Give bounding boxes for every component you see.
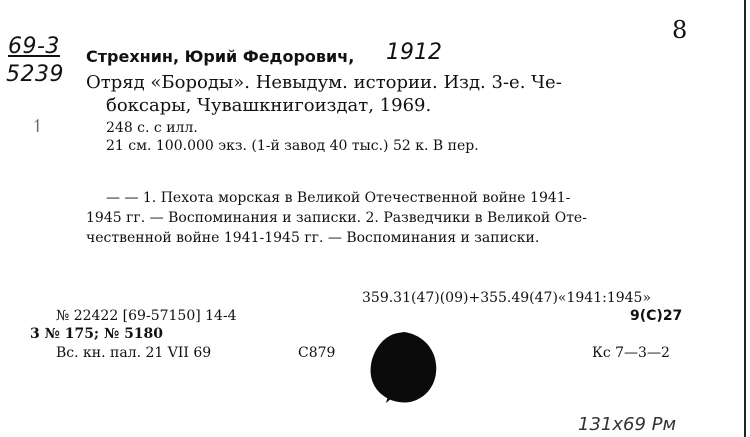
physical-description-2: 21 см. 100.000 экз. (1-й завод 40 тыс.) 52 к. В пер. [106, 138, 479, 154]
title-line-1: Отряд «Бороды». Невыдум. истории. Изд. 3-е. Че- [86, 72, 562, 93]
order-number: 3 № 175; № 5180 [30, 326, 164, 342]
handwritten-bottom-note: 131х69 Рм [578, 414, 677, 435]
kc-code: Кс 7—3—2 [592, 345, 670, 361]
registry-number: № 22422 [69-57150] 14-4 [56, 308, 237, 324]
author-year-handwritten: 1912 [386, 40, 442, 65]
class-code: 9(С)27 [630, 308, 683, 324]
subjects-line-3: чественной войне 1941-1945 гг. — Воспоминания и записки. [86, 230, 540, 246]
subjects-line-1: — — 1. Пехота морская в Великой Отечественной войне 1941- [106, 190, 571, 206]
c-code: С879 [298, 345, 336, 361]
left-margin-mark: ↿ [30, 116, 46, 137]
classification-index: 359.31(47)(09)+355.49(47)«1941:1945» [362, 290, 652, 306]
subjects-line-2: 1945 гг. — Воспоминания и записки. 2. Разведчики в Великой Оте- [86, 210, 587, 226]
card-edge-line [744, 0, 746, 437]
ink-blot-stamp [368, 330, 440, 404]
author-heading: Стрехнин, Юрий Федорович, [86, 47, 355, 66]
title-line-2: боксары, Чувашкнигоиздат, 1969. [106, 95, 432, 116]
call-number-bottom: 5239 [6, 62, 64, 87]
printed-date: Вс. кн. пал. 21 VII 69 [56, 345, 212, 361]
call-number-top: 69-3 [8, 34, 60, 59]
page-number: 8 [672, 16, 688, 44]
physical-description-1: 248 с. с илл. [106, 120, 198, 136]
